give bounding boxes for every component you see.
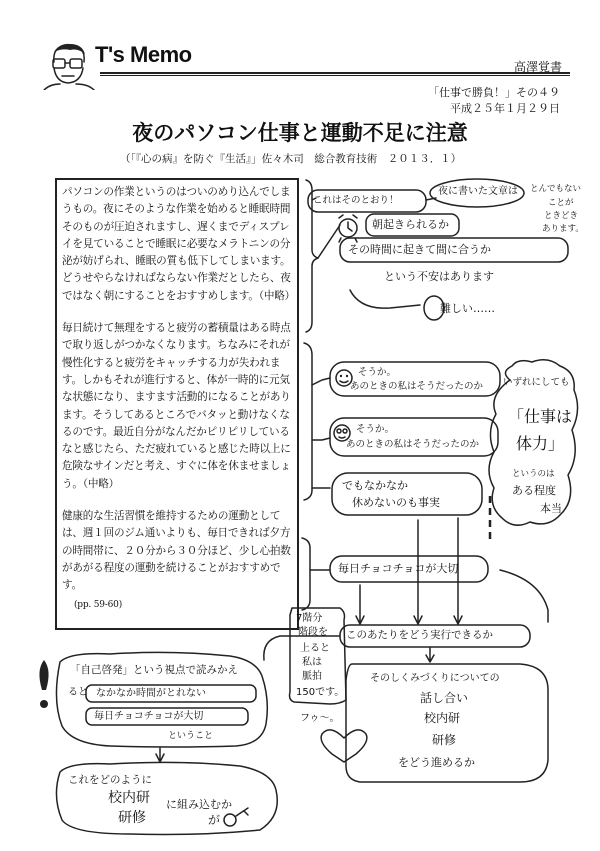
- note-yoru-ni: 夜に書いた文章は: [438, 186, 518, 197]
- note-ano-toki-2: あのときの私はそうだったのか: [346, 439, 480, 450]
- note-choco-2: 毎日チョコチョコが大切: [94, 711, 204, 722]
- note-kore-wa: これはそのとおり！: [313, 195, 399, 206]
- note-izure: いずれにしても: [503, 377, 570, 388]
- note-ano-toki-1: あのときの私はそうだったのか: [350, 381, 484, 392]
- author-name: 高澤覚書: [513, 60, 562, 74]
- page-reference: (pp. 59-60): [74, 599, 123, 610]
- memo-title: T's Memo: [95, 42, 192, 67]
- note-tokidoki: ときどき: [544, 211, 579, 221]
- note-kaidan-5: 脈拍: [302, 671, 322, 682]
- note-muzukashii: 難しい……: [440, 302, 495, 315]
- note-fuan: という不安はあります: [384, 270, 494, 283]
- note-fuu: フゥ〜。: [300, 713, 340, 724]
- note-aru-teido: ある程度: [512, 484, 556, 497]
- note-asa-okireru: 朝起きられるか: [372, 218, 449, 231]
- note-nakanaka: なかなか時間がとれない: [96, 688, 206, 699]
- note-kono-atari: このあたりをどう実行できるか: [346, 629, 493, 641]
- note-kaidan-1: 7階分: [296, 613, 323, 624]
- note-jiko-2: ると: [68, 687, 88, 698]
- page-title: 夜のパソコン仕事と運動不足に注意: [132, 121, 468, 145]
- note-shigoto-wa: 「仕事は: [508, 407, 573, 426]
- note-kaidan-6: 150です。: [296, 687, 345, 698]
- note-to-iu-no-wa: というのは: [512, 469, 555, 479]
- note-kore-wo: これをどのように: [68, 774, 152, 786]
- note-kaidan-4: 私は: [302, 657, 322, 668]
- note-mainichi: 毎日チョコチョコが大切: [338, 562, 459, 575]
- note-susumeru: をどう進めるか: [398, 756, 475, 769]
- note-kaidan-3: 上ると: [300, 643, 330, 654]
- note-sono-jikan: その時間に起きて間に合うか: [348, 243, 491, 256]
- note-ga: が: [208, 813, 221, 827]
- note-demo-nakanaka: でもなかなか: [342, 479, 408, 492]
- series-number: 「仕事で勝負！」その４９: [428, 86, 560, 99]
- note-shikumi: そのしくみづくりについての: [370, 673, 500, 684]
- note-kounaiken-2: 校内研: [108, 790, 150, 806]
- article-paragraph-3: 健康的な生活習慣を維持するための運動としては、週１回のジム通いよりも、毎日できれば夕方の時間帯に、２０分から３０分ほど、少し心拍数があがる程度の運動を続けることがおすすめです。: [62, 510, 291, 592]
- date: 平成２５年１月２９日: [450, 102, 560, 115]
- note-tairyoku: 体力」: [516, 434, 565, 453]
- note-kounaiken: 校内研: [424, 711, 461, 725]
- note-kenshuu-2: 研修: [118, 810, 146, 826]
- note-kaidan-2: 階段を: [298, 627, 328, 638]
- note-hontou: 本当: [540, 502, 562, 515]
- note-koto-ga: ことが: [548, 198, 574, 208]
- article-paragraph-1: パソコンの作業というのはついのめり込んでしまうもの。夜にそのような作業を始めると睡眠時間そのものが圧迫されますし、遅くまでディスプレイを見ていることで睡眠に必要なメラトニンの分泌が妨げられ、睡眠の質も低下してしまいます。どうせやらなければならない作業だとしたら、夜ではなく朝にすることをおすすめします。（中略）: [62, 186, 296, 302]
- note-kenshuu: 研修: [432, 733, 457, 747]
- note-to-iu-koto: ということ: [168, 731, 214, 741]
- note-hanashiai: 話し合い: [420, 691, 469, 705]
- note-jiko-1: 「自己啓発」という視点で読みかえ: [70, 664, 238, 676]
- note-ni-kumikomu: に組み込むか: [166, 798, 232, 811]
- note-arimasu: あります。: [542, 224, 584, 234]
- article-paragraph-2: 毎日続けて無理をすると疲労の蓄積量はある時点で取り返しがつかなくなります。ちなみにそれが慢性化すると疲労をキャッチする力が失われます。しかもそれが進行すると、体が一時的に元気な状態になり、ますます活動的になることがあります。そうしてあるところでバタッと動けなくなるのです。最近自分がなんだかピリピリしているなと感じたら、ただ疲れていると感じた時以上に危険なサインだと考え、すぐに体を休ませましょう。（中略）: [62, 322, 291, 490]
- note-souka-2: そうか。: [356, 424, 395, 435]
- note-yasumenai: 休めないのも事実: [352, 496, 440, 509]
- citation: （「『心の病』を防ぐ『生活』」佐々木司 総合教育技術 ２０１３．１）: [120, 153, 462, 165]
- note-souka-1: そうか。: [358, 367, 397, 378]
- note-tonde-nai: とんでもない: [530, 184, 582, 194]
